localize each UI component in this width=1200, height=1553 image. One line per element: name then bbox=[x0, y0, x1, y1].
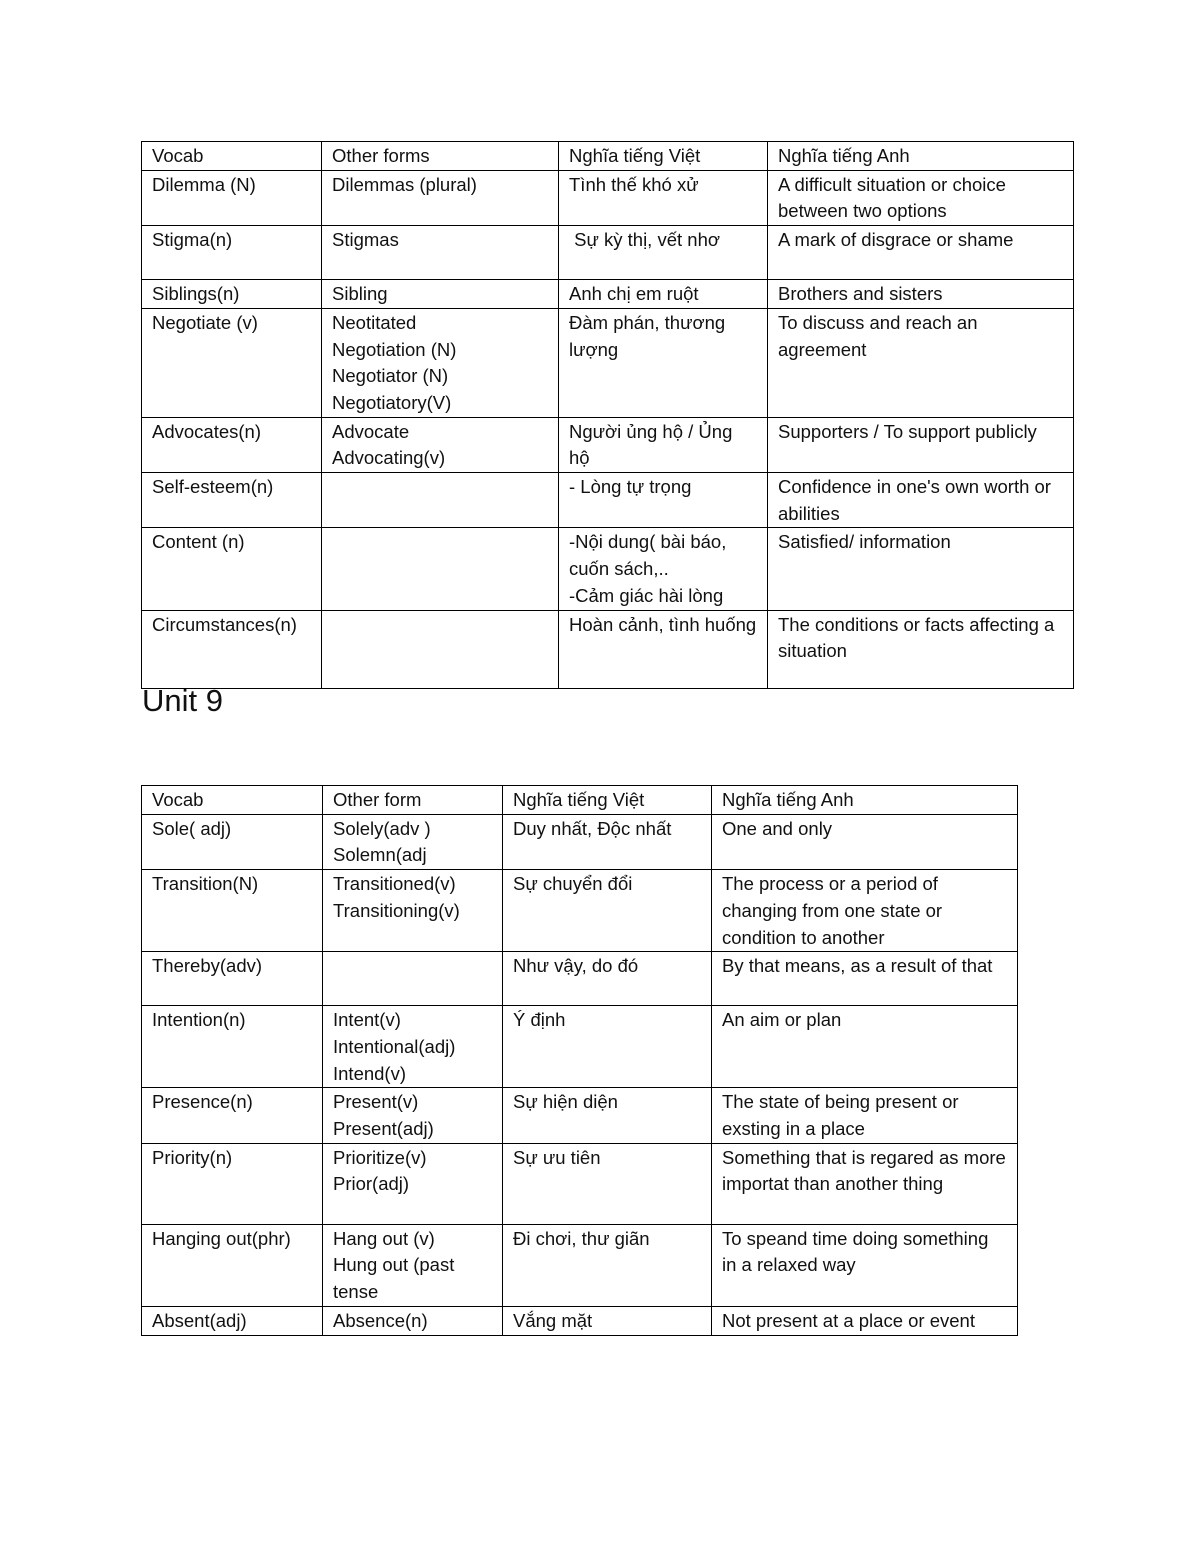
english-meaning: The state of being present or exsting in a place bbox=[722, 1091, 959, 1140]
other-form: Intend(v) bbox=[333, 1062, 407, 1084]
vocab-cell: Stigma(n) bbox=[142, 226, 322, 280]
vocab-cell: Dilemma (N) bbox=[142, 170, 322, 225]
english-meaning-cell bbox=[712, 1088, 1018, 1143]
vietnamese-meaning: -Nội dung( bài báo, cuốn sách,.. bbox=[569, 531, 727, 580]
vocab-cell: Presence(n) bbox=[142, 1088, 323, 1143]
table-row bbox=[142, 308, 1074, 417]
vocab-cell: Thereby(adv) bbox=[142, 952, 323, 1006]
vocab-cell: Self-esteem(n) bbox=[142, 473, 322, 528]
vietnamese-meaning-cell bbox=[503, 1088, 712, 1143]
other-form: Stigmas bbox=[332, 229, 399, 251]
vietnamese-meaning: Hoàn cảnh, tình huống bbox=[569, 613, 757, 635]
other-form: Negotiator (N) bbox=[332, 365, 449, 387]
vocab-cell: Advocates(n) bbox=[142, 417, 322, 472]
vietnamese-meaning: Người ủng hộ / Ủng hộ bbox=[569, 420, 733, 469]
vietnamese-meaning: Đi chơi, thư giãn bbox=[513, 1227, 650, 1249]
other-form: Advocating(v) bbox=[332, 447, 446, 469]
vocab-cell: Absent(adj) bbox=[142, 1306, 323, 1335]
table-header-row bbox=[142, 786, 1018, 815]
other-form: Transitioning(v) bbox=[333, 899, 460, 921]
english-meaning: The conditions or facts affecting a situation bbox=[778, 613, 1055, 662]
english-meaning-cell bbox=[712, 952, 1018, 1006]
english-meaning-cell bbox=[768, 280, 1074, 309]
english-meaning: A difficult situation or choice between two options bbox=[778, 173, 1006, 222]
other-form: Transitioned(v) bbox=[333, 873, 456, 895]
other-forms-cell bbox=[322, 308, 559, 417]
table-row bbox=[142, 1224, 1018, 1306]
vietnamese-meaning: Sự kỳ thị, vết nhơ bbox=[569, 229, 720, 251]
other-form: Present(v) bbox=[333, 1091, 419, 1113]
table-row bbox=[142, 170, 1074, 225]
other-forms-cell bbox=[323, 1006, 503, 1088]
english-meaning: An aim or plan bbox=[722, 1009, 842, 1031]
english-meaning-cell bbox=[768, 610, 1074, 688]
vocab-cell: Intention(n) bbox=[142, 1006, 323, 1088]
vietnamese-meaning-cell bbox=[559, 308, 768, 417]
other-forms-cell bbox=[323, 1306, 503, 1335]
other-forms-cell bbox=[322, 417, 559, 472]
other-forms-cell bbox=[323, 1143, 503, 1224]
english-meaning: Something that is regared as more importat than another thing bbox=[722, 1146, 1006, 1195]
table-row bbox=[142, 1306, 1018, 1335]
table-row bbox=[142, 473, 1074, 528]
other-form: Negotiation (N) bbox=[332, 338, 457, 360]
english-meaning-cell bbox=[768, 528, 1074, 610]
table-row bbox=[142, 226, 1074, 280]
table-row bbox=[142, 528, 1074, 610]
header-cell: Other forms bbox=[322, 142, 559, 171]
english-meaning-cell bbox=[712, 1143, 1018, 1224]
other-forms-cell bbox=[322, 226, 559, 280]
other-form: Hung out (past tense bbox=[333, 1254, 455, 1303]
vietnamese-meaning: Ý định bbox=[513, 1009, 566, 1031]
english-meaning-cell bbox=[712, 1224, 1018, 1306]
header-cell: Vocab bbox=[142, 786, 323, 815]
english-meaning: To speand time doing something in a relaxed way bbox=[722, 1227, 989, 1276]
other-form: Intent(v) bbox=[333, 1009, 401, 1031]
english-meaning: A mark of disgrace or shame bbox=[778, 229, 1014, 251]
vietnamese-meaning-cell bbox=[503, 1306, 712, 1335]
vietnamese-meaning: Sự chuyển đổi bbox=[513, 873, 633, 895]
vietnamese-meaning: Anh chị em ruột bbox=[569, 283, 699, 305]
table-row bbox=[142, 280, 1074, 309]
vocab-cell: Content (n) bbox=[142, 528, 322, 610]
header-cell: Nghĩa tiếng Anh bbox=[768, 142, 1074, 171]
other-forms-cell bbox=[323, 870, 503, 952]
table-row bbox=[142, 1006, 1018, 1088]
english-meaning-cell bbox=[712, 1006, 1018, 1088]
header-cell: Vocab bbox=[142, 142, 322, 171]
vietnamese-meaning-cell bbox=[559, 610, 768, 688]
vocab-cell: Siblings(n) bbox=[142, 280, 322, 309]
other-forms-cell bbox=[323, 814, 503, 869]
table-row bbox=[142, 1143, 1018, 1224]
english-meaning: By that means, as a result of that bbox=[722, 955, 993, 977]
other-form: Dilemmas (plural) bbox=[332, 173, 477, 195]
vietnamese-meaning-cell bbox=[559, 417, 768, 472]
vietnamese-meaning: - Lòng tự trọng bbox=[569, 476, 692, 498]
other-forms-cell bbox=[322, 473, 559, 528]
vocab-cell: Hanging out(phr) bbox=[142, 1224, 323, 1306]
table-row bbox=[142, 814, 1018, 869]
other-form: Prior(adj) bbox=[333, 1173, 410, 1195]
vietnamese-meaning: Duy nhất, Độc nhất bbox=[513, 817, 672, 839]
other-form: Present(adj) bbox=[333, 1118, 434, 1140]
vocab-cell: Negotiate (v) bbox=[142, 308, 322, 417]
vocab-cell: Priority(n) bbox=[142, 1143, 323, 1224]
english-meaning: The process or a period of changing from one state or condition to another bbox=[722, 873, 943, 948]
other-forms-cell bbox=[323, 952, 503, 1006]
other-form: Absence(n) bbox=[333, 1309, 428, 1331]
other-form: Solemn(adj bbox=[333, 844, 427, 866]
unit-heading: Unit 9 bbox=[142, 683, 223, 718]
other-forms-cell bbox=[322, 610, 559, 688]
vietnamese-meaning-cell bbox=[503, 1224, 712, 1306]
vietnamese-meaning: Tình thế khó xử bbox=[569, 173, 699, 195]
table-row bbox=[142, 610, 1074, 688]
other-form: Prioritize(v) bbox=[333, 1146, 427, 1168]
other-forms-cell bbox=[322, 280, 559, 309]
english-meaning-cell bbox=[768, 226, 1074, 280]
other-form: Intentional(adj) bbox=[333, 1035, 456, 1057]
other-form: Neotitated bbox=[332, 311, 417, 333]
vietnamese-meaning-cell bbox=[503, 1143, 712, 1224]
table-row bbox=[142, 870, 1018, 952]
vietnamese-meaning: Như vậy, do đó bbox=[513, 955, 639, 977]
vietnamese-meaning: Vắng mặt bbox=[513, 1309, 593, 1331]
other-form: Advocate bbox=[332, 420, 410, 442]
vietnamese-meaning: -Cảm giác hài lòng bbox=[569, 584, 724, 606]
vietnamese-meaning: Sự hiện diện bbox=[513, 1091, 618, 1113]
table-header-row bbox=[142, 142, 1074, 171]
header-cell: Nghĩa tiếng Việt bbox=[559, 142, 768, 171]
vietnamese-meaning-cell bbox=[503, 952, 712, 1006]
vietnamese-meaning: Đàm phán, thương lượng bbox=[569, 311, 726, 360]
english-meaning-cell bbox=[768, 308, 1074, 417]
other-form: Sibling bbox=[332, 283, 388, 305]
other-forms-cell bbox=[323, 1224, 503, 1306]
vocab-cell: Sole( adj) bbox=[142, 814, 323, 869]
english-meaning: Not present at a place or event bbox=[722, 1309, 975, 1331]
other-form: Hang out (v) bbox=[333, 1227, 435, 1249]
vocab-cell: Circumstances(n) bbox=[142, 610, 322, 688]
english-meaning: To discuss and reach an agreement bbox=[778, 311, 978, 360]
english-meaning: One and only bbox=[722, 817, 833, 839]
vietnamese-meaning-cell bbox=[559, 528, 768, 610]
english-meaning: Confidence in one's own worth or abilities bbox=[778, 476, 1051, 524]
vietnamese-meaning: Sự ưu tiên bbox=[513, 1146, 601, 1168]
vietnamese-meaning-cell bbox=[559, 226, 768, 280]
other-form: Solely(adv ) bbox=[333, 817, 431, 839]
english-meaning: Supporters / To support publicly bbox=[778, 420, 1037, 442]
vietnamese-meaning-cell bbox=[559, 280, 768, 309]
header-cell: Nghĩa tiếng Việt bbox=[503, 786, 712, 815]
english-meaning-cell bbox=[712, 870, 1018, 952]
vocab-cell: Transition(N) bbox=[142, 870, 323, 952]
header-cell: Other form bbox=[323, 786, 503, 815]
vietnamese-meaning-cell bbox=[559, 170, 768, 225]
vietnamese-meaning-cell bbox=[503, 1006, 712, 1088]
english-meaning: Satisfied/ information bbox=[778, 531, 951, 553]
english-meaning-cell bbox=[768, 417, 1074, 472]
other-forms-cell bbox=[323, 1088, 503, 1143]
other-form: Negotiatory(V) bbox=[332, 391, 452, 413]
vietnamese-meaning-cell bbox=[503, 814, 712, 869]
table-row bbox=[142, 417, 1074, 472]
other-forms-cell bbox=[322, 528, 559, 610]
header-cell: Nghĩa tiếng Anh bbox=[712, 786, 1018, 815]
english-meaning-cell bbox=[768, 170, 1074, 225]
english-meaning: Brothers and sisters bbox=[778, 283, 943, 305]
vocab-table-1 bbox=[141, 141, 1074, 689]
table-row bbox=[142, 1088, 1018, 1143]
other-forms-cell bbox=[322, 170, 559, 225]
vocab-table-2 bbox=[141, 785, 1018, 1336]
vietnamese-meaning-cell bbox=[559, 473, 768, 528]
english-meaning-cell bbox=[712, 1306, 1018, 1335]
english-meaning-cell bbox=[768, 473, 1074, 528]
table-row bbox=[142, 952, 1018, 1006]
vietnamese-meaning-cell bbox=[503, 870, 712, 952]
english-meaning-cell bbox=[712, 814, 1018, 869]
